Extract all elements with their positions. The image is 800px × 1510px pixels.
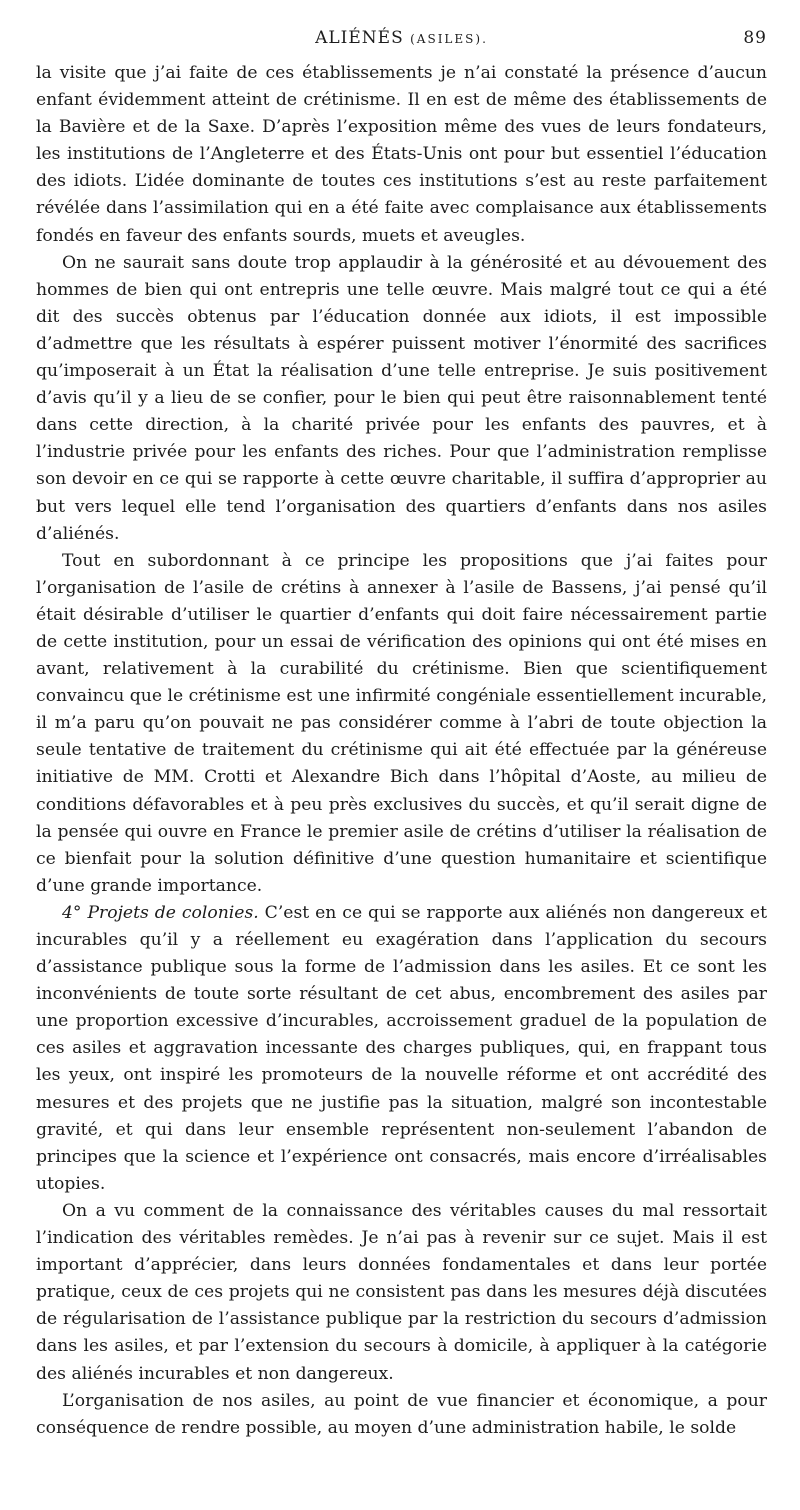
running-title [36,28,767,48]
running-title-main: ALIÉNÉS [315,28,404,48]
paragraph-2: On ne saurait sans doute trop applaudir à la générosité et au dévouement des hommes de bien qui ont entrepris une telle œuvre. Mais malgré tout ce qui a été dit des succès obtenus par l’éducation donnée aux idiots, il est impossible d’admettre que les résultats à espérer puissent motiver l’énormité des sacrifices qu’imposerait à un État la réalisation d’une telle entreprise. Je suis positivement d’avis qu’il y a lieu de se confier, pour le bien qui peut être raisonnablement tenté dans cette direction, à la charité privée pour les enfants des pauvres, et à l’industrie privée pour les enfants des riches. Pour que l’administration remplisse son devoir en ce qui se rapporte à cette œuvre charitable, il suffira d’approprier au but vers lequel elle tend l’organisation des quartiers d’enfants dans nos asiles d’aliénés. [36,252,767,544]
paragraph-6: L’organisation de nos asiles, au point de vue financier et économique, a pour conséquence de rendre possible, au moyen d’une administration habile, le solde [36,1390,767,1438]
paragraph-5: On a vu comment de la connaissance des véritables causes du mal ressortait l’indication des véritables remèdes. Je n’ai pas à revenir sur ce sujet. Mais il est important d’apprécier, dans leurs données fondamentales et dans leur portée pratique, ceux de ces projets qui ne consistent pas dans les mesures déjà discutées de régularisation de l’assistance publique par la restriction du secours d’admission dans les asiles, et par l’extension du secours à domicile, à appliquer à la catégorie des aliénés incurables et non dangereux. [36,1200,767,1384]
book-page [36,28,767,1442]
paragraph-3: Tout en subordonnant à ce principe les propositions que j’ai faites pour l’organisation de l’asile de crétins à annexer à l’asile de Bassens, j’ai pensé qu’il était désirable d’utiliser le quartier d’enfants qui doit faire nécessairement partie de cette institution, pour un essai de vérification des opinions qui ont été mises en avant, relativement à la curabilité du crétinisme. Bien que scientifiquement convaincu que le crétinisme est une infirmité congéniale essentiellement incurable, il m’a paru qu’on pouvait ne pas considérer comme à l’abri de toute objection la seule tentative de traitement du crétinisme qui ait été effectuée par la généreuse initiative de MM. Crotti et Alexandre Bich dans l’hôpital d’Aoste, au milieu de conditions défavorables et à peu près exclusives du succès, et qu’il serait digne de la pensée qui ouvre en France le premier asile de crétins d’utiliser la réalisation de ce bienfait pour la solution définitive d’une question humanitaire et scientifique d’une grande importance. [36,550,767,896]
paragraph-4 [36,900,767,1198]
paragraph-4-text: C’est en ce qui se rapporte aux aliénés non dangereux et incurables qu’il y a réellement eu exagération dans l’application du secours d’assistance publique sous la forme de l’admission dans les asiles. Et ce sont les inconvénients de toute sorte résultant de cet abus, encombrement des asiles par une proportion excessive d’incurables, accroissement graduel de la population de ces asiles et aggravation incessante des charges publiques, qui, en frappant tous les yeux, ont inspiré les promoteurs de la nouvelle réforme et ont accrédité des mesures et des projets que ne justifie pas la situation, malgré son incontestable gravité, et qui dans leur ensemble représentent non-seulement l’abandon de principes que la science et l’expérience ont consacrés, mais encore d’irréalisables utopies. [36,902,768,1194]
page-number: 89 [743,28,767,48]
section-heading-projets-de-colonies: 4° Projets de colonies. [62,902,259,923]
paragraph-1: la visite que j’ai faite de ces établissements je n’ai constaté la présence d’aucun enfant évidemment atteint de crétinisme. Il en est de même des établissements de la Bavière et de la Saxe. D’après l’exposition même des vues de leurs fondateurs, les institutions de l’Angleterre et des États-Unis ont pour but essentiel l’éducation des idiots. L’idée dominante de toutes ces institutions s’est au reste parfaitement révélée dans l’assimilation qui en a été faite avec complaisance aux établissements fondés en faveur des enfants sourds, muets et aveugles. [36,63,767,246]
running-head [36,28,767,60]
running-title-sub: (ASILES). [410,32,488,46]
